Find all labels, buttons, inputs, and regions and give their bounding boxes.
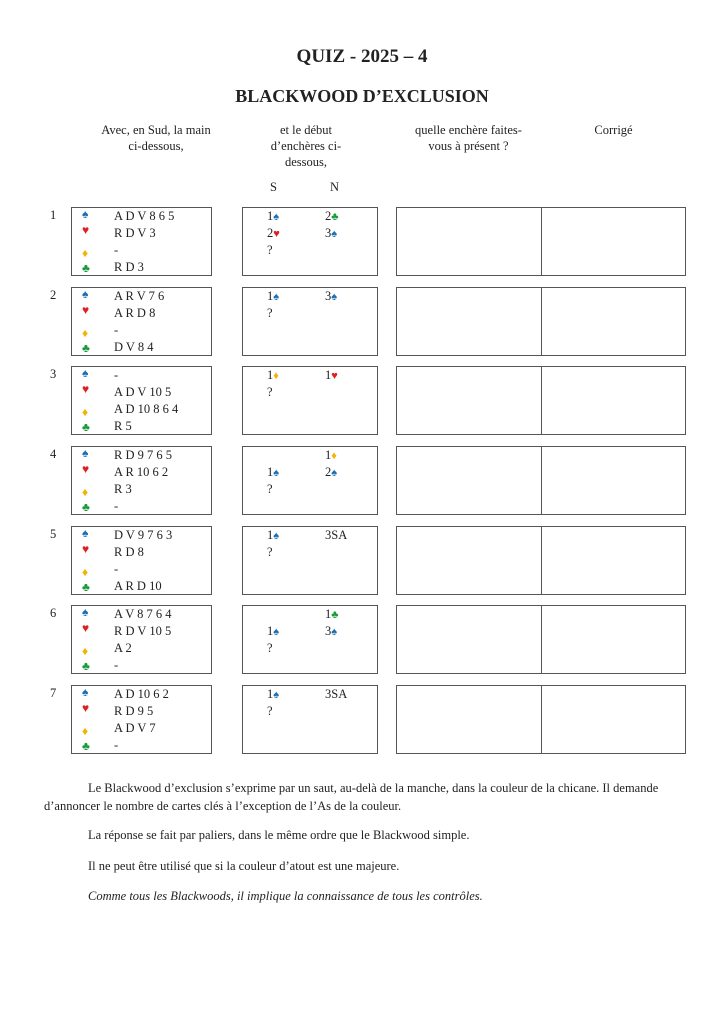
- south-call: [267, 226, 280, 242]
- heart-cards: R D 9 5: [114, 704, 154, 718]
- auction-box: [242, 685, 378, 754]
- club-cards: -: [114, 738, 119, 752]
- spade-icon: ♠: [331, 228, 338, 240]
- hand-box: [71, 605, 212, 674]
- call-level: ?: [267, 704, 273, 718]
- hand-row-club: [72, 259, 212, 276]
- heart-icon: ♥: [331, 370, 338, 382]
- spade-icon: ♠: [273, 626, 280, 638]
- hand-box: [71, 207, 212, 276]
- auction-box: [242, 207, 378, 276]
- spade-icon: ♠: [273, 689, 280, 701]
- hand-row-heart: [72, 464, 212, 481]
- club-cards: D V 8 4: [114, 340, 154, 354]
- heart-icon: ♥: [82, 542, 90, 556]
- south-call: [267, 545, 273, 560]
- correction-cell[interactable]: [542, 606, 685, 673]
- spade-icon: ♠: [331, 626, 338, 638]
- call-level: ?: [267, 641, 273, 655]
- correction-cell[interactable]: [542, 686, 685, 753]
- call-level: ?: [267, 306, 273, 320]
- north-call: [325, 465, 337, 481]
- spade-icon: ♠: [82, 446, 89, 460]
- quiz-number: 1: [50, 208, 57, 222]
- diamond-cards: -: [114, 562, 119, 576]
- call-level: 1: [325, 607, 332, 621]
- spade-icon: ♠: [331, 291, 338, 303]
- call-level: ?: [267, 482, 273, 496]
- diamond-cards: A 2: [114, 641, 132, 655]
- call-level: 3: [325, 624, 332, 638]
- hand-row-spade: [72, 447, 212, 464]
- hand-row-heart: [72, 225, 212, 242]
- south-call: [267, 482, 273, 497]
- club-cards: -: [114, 658, 119, 672]
- club-icon: ♣: [82, 420, 90, 434]
- diamond-cards: -: [114, 323, 119, 337]
- bid-answer-cell[interactable]: [397, 288, 541, 355]
- hand-row-club: [72, 737, 212, 754]
- quiz-number: 3: [50, 367, 57, 381]
- call-level: 1: [267, 687, 274, 701]
- hand-row-diamond: [72, 481, 212, 498]
- call-level: 1: [325, 368, 332, 382]
- north-call: [325, 687, 347, 702]
- call-level: 3SA: [325, 687, 348, 701]
- spade-icon: ♠: [82, 605, 89, 619]
- club-cards: R D 3: [114, 260, 144, 274]
- hand-box: [71, 526, 212, 595]
- north-call: [325, 528, 347, 543]
- south-call: [267, 243, 273, 258]
- paragraph-controls: Comme tous les Blackwoods, il implique la connaissance de tous les contrôles.: [88, 889, 483, 903]
- answer-box: [396, 366, 686, 435]
- answer-box: [396, 446, 686, 515]
- heart-icon: ♥: [82, 462, 90, 476]
- spade-icon: ♠: [331, 467, 338, 479]
- club-icon: ♣: [82, 659, 90, 673]
- spade-cards: A V 8 7 6 4: [114, 607, 172, 621]
- auction-box: [242, 526, 378, 595]
- heart-cards: A R 10 6 2: [114, 465, 169, 479]
- call-level: 1: [267, 528, 274, 542]
- hand-row-diamond: [72, 640, 212, 657]
- spade-icon: ♠: [273, 530, 280, 542]
- auction-box: [242, 605, 378, 674]
- north-call: [325, 368, 338, 384]
- auction-box: [242, 446, 378, 515]
- south-call: [267, 465, 279, 481]
- spade-icon: ♠: [82, 287, 89, 301]
- north-call: [325, 289, 337, 305]
- answer-box: [396, 605, 686, 674]
- diamond-icon: ♦: [82, 405, 89, 419]
- diamond-icon: ♦: [82, 246, 89, 260]
- question-column-header: quelle enchère faites- vous à présent ?: [415, 123, 522, 153]
- hand-box: [71, 287, 212, 356]
- club-icon: ♣: [82, 580, 90, 594]
- hand-row-heart: [72, 305, 212, 322]
- call-level: 1: [267, 289, 274, 303]
- hand-box: [71, 446, 212, 515]
- bid-answer-cell[interactable]: [397, 686, 541, 753]
- hand-row-club: [72, 657, 212, 674]
- north-call: [325, 607, 338, 623]
- call-level: 2: [267, 226, 274, 240]
- diamond-icon: ♦: [82, 565, 89, 579]
- north-call: [325, 226, 337, 242]
- heart-icon: ♥: [82, 303, 90, 317]
- south-call: [267, 306, 273, 321]
- spade-cards: R D 9 7 6 5: [114, 448, 172, 462]
- hand-box: [71, 685, 212, 754]
- diamond-cards: A D V 7: [114, 721, 156, 735]
- bid-answer-cell[interactable]: [397, 606, 541, 673]
- heart-cards: A D V 10 5: [114, 385, 172, 399]
- bid-answer-cell[interactable]: [397, 527, 541, 594]
- call-level: 1: [325, 448, 332, 462]
- bid-answer-cell[interactable]: [397, 447, 541, 514]
- club-icon: ♣: [82, 500, 90, 514]
- heart-cards: R D 8: [114, 545, 144, 559]
- diamond-cards: A D 10 8 6 4: [114, 402, 179, 416]
- answer-box: [396, 526, 686, 595]
- south-call: [267, 624, 279, 640]
- spade-cards: D V 9 7 6 3: [114, 528, 173, 542]
- call-level: 1: [267, 209, 274, 223]
- club-icon: ♣: [82, 341, 90, 355]
- hand-row-club: [72, 339, 212, 356]
- hand-row-spade: [72, 367, 212, 384]
- call-level: 3SA: [325, 528, 348, 542]
- correction-column-header: Corrigé: [594, 123, 633, 137]
- south-seat-label: S: [270, 180, 277, 194]
- correction-cell[interactable]: [542, 208, 685, 275]
- diamond-icon: ♦: [82, 724, 89, 738]
- club-icon: ♣: [82, 261, 90, 275]
- heart-icon: ♥: [82, 223, 90, 237]
- heart-icon: ♥: [82, 621, 90, 635]
- diamond-icon: ♦: [82, 644, 89, 658]
- correction-cell[interactable]: [542, 527, 685, 594]
- answer-box: [396, 287, 686, 356]
- diamond-icon: ♦: [82, 326, 89, 340]
- auction-box: [242, 287, 378, 356]
- spade-cards: A D V 8 6 5: [114, 209, 175, 223]
- auction-box: [242, 366, 378, 435]
- hand-row-club: [72, 418, 212, 435]
- call-level: 1: [267, 624, 274, 638]
- diamond-icon: ♦: [82, 485, 89, 499]
- hand-row-diamond: [72, 322, 212, 339]
- south-call: [267, 289, 279, 305]
- call-level: ?: [267, 243, 273, 257]
- north-call: [325, 448, 337, 464]
- south-call: [267, 641, 273, 656]
- hand-row-heart: [72, 544, 212, 561]
- hand-row-heart: [72, 623, 212, 640]
- south-call: [267, 209, 279, 225]
- quiz-subtitle: BLACKWOOD D’EXCLUSION: [235, 86, 489, 106]
- call-level: ?: [267, 385, 273, 399]
- quiz-number: 7: [50, 686, 57, 700]
- diamond-cards: R 3: [114, 482, 132, 496]
- heart-icon: ♥: [273, 228, 280, 240]
- hand-row-spade: [72, 686, 212, 703]
- hand-column-header: Avec, en Sud, la main ci-dessous,: [101, 123, 211, 153]
- quiz-number: 2: [50, 288, 57, 302]
- call-level: 3: [325, 226, 332, 240]
- call-level: 3: [325, 289, 332, 303]
- spade-icon: ♠: [273, 467, 280, 479]
- quiz-number: 4: [50, 447, 57, 461]
- spade-icon: ♠: [82, 526, 89, 540]
- hand-box: [71, 366, 212, 435]
- paragraph-steps: La réponse se fait par paliers, dans le même ordre que le Blackwood simple.: [88, 828, 470, 842]
- hand-row-diamond: [72, 401, 212, 418]
- club-icon: ♣: [331, 211, 339, 223]
- club-cards: A R D 10: [114, 579, 162, 593]
- spade-icon: ♠: [82, 685, 89, 699]
- bid-answer-cell[interactable]: [397, 367, 541, 434]
- hand-row-spade: [72, 606, 212, 623]
- spade-cards: A R V 7 6: [114, 289, 165, 303]
- south-call: [267, 368, 279, 384]
- auction-column-header: et le début d’enchères ci- dessous,: [270, 123, 342, 169]
- hand-row-spade: [72, 288, 212, 305]
- diamond-icon: ♦: [273, 370, 279, 382]
- north-call: [325, 624, 337, 640]
- club-icon: ♣: [82, 739, 90, 753]
- heart-cards: R D V 10 5: [114, 624, 172, 638]
- spade-icon: ♠: [82, 366, 89, 380]
- spade-icon: ♠: [273, 291, 280, 303]
- heart-cards: R D V 3: [114, 226, 156, 240]
- hand-row-club: [72, 498, 212, 515]
- north-call: [325, 209, 338, 225]
- hand-row-diamond: [72, 242, 212, 259]
- south-call: [267, 704, 273, 719]
- spade-icon: ♠: [273, 211, 280, 223]
- heart-cards: A R D 8: [114, 306, 156, 320]
- south-call: [267, 528, 279, 544]
- bid-answer-cell[interactable]: [397, 208, 541, 275]
- hand-row-spade: [72, 527, 212, 544]
- correction-cell[interactable]: [542, 288, 685, 355]
- south-call: [267, 687, 279, 703]
- call-level: ?: [267, 545, 273, 559]
- heart-icon: ♥: [82, 382, 90, 396]
- call-level: 1: [267, 465, 274, 479]
- quiz-title: QUIZ - 2025 – 4: [296, 46, 428, 67]
- north-seat-label: N: [330, 180, 340, 194]
- hand-row-spade: [72, 208, 212, 225]
- diamond-icon: ♦: [331, 450, 337, 462]
- call-level: 2: [325, 209, 332, 223]
- answer-box: [396, 207, 686, 276]
- call-level: 1: [267, 368, 274, 382]
- hand-row-diamond: [72, 561, 212, 578]
- answer-box: [396, 685, 686, 754]
- hand-row-diamond: [72, 720, 212, 737]
- hand-row-heart: [72, 703, 212, 720]
- club-icon: ♣: [331, 609, 339, 621]
- diamond-cards: -: [114, 243, 119, 257]
- spade-cards: A D 10 6 2: [114, 687, 169, 701]
- club-cards: -: [114, 499, 119, 513]
- hand-row-club: [72, 578, 212, 595]
- correction-cell[interactable]: [542, 447, 685, 514]
- club-cards: R 5: [114, 419, 132, 433]
- south-call: [267, 385, 273, 400]
- hand-row-heart: [72, 384, 212, 401]
- spade-cards: -: [114, 368, 119, 382]
- correction-cell[interactable]: [542, 367, 685, 434]
- call-level: 2: [325, 465, 332, 479]
- quiz-number: 6: [50, 606, 57, 620]
- paragraph-definition: Le Blackwood d’exclusion s’exprime par un saut, au-delà de la manche, dans la couleur de la chicane. Il demande d’annoncer le nombre de cartes clés à l’exception de l’As de la couleur.: [44, 781, 659, 813]
- heart-icon: ♥: [82, 701, 90, 715]
- spade-icon: ♠: [82, 207, 89, 221]
- quiz-number: 5: [50, 527, 57, 541]
- paragraph-condition: Il ne peut être utilisé que si la couleur d’atout est une majeure.: [88, 859, 400, 873]
